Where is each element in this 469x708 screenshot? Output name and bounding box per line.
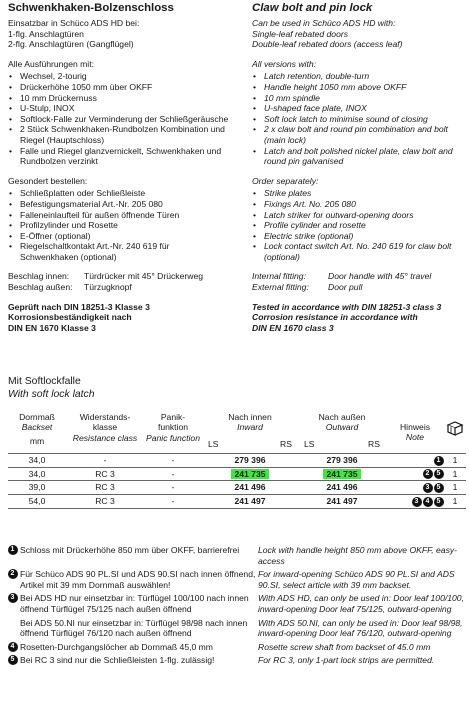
inward-article-number: 241 497 xyxy=(234,496,266,506)
panic-function-cell: - xyxy=(171,468,175,479)
note-marker: 2 xyxy=(423,469,433,479)
note-marker: 3 xyxy=(412,497,422,507)
inward-ls: LS xyxy=(208,438,219,449)
footnote-english: For RC 3, only 1-part lock strips are permitted. xyxy=(258,655,435,666)
german-column xyxy=(8,0,230,333)
footnote-english: For inward-opening Schüco ADS 90 PL.SI and ADS 90.SI, select article with 39 mm backset. xyxy=(258,569,455,590)
backset-cell: 34,0 xyxy=(28,468,46,479)
backset-cell: 54,0 xyxy=(28,496,46,506)
english-fitting-inner: Internal fitting: Door handle with 45° travel xyxy=(252,271,432,282)
table-row xyxy=(8,467,466,481)
german-fitting-inner: Beschlag innen: Türdrücker mit 45° Drückerweg xyxy=(8,271,204,282)
footnote-english: Rosette screw shaft from backset of 45.0 mm xyxy=(258,641,431,652)
inward-article-number: 241 496 xyxy=(234,482,266,493)
resistance-class-cell: RC 3 xyxy=(95,496,115,506)
inward-article-number: 241 735 xyxy=(231,469,268,479)
german-tested: Geprüft nach DIN 18251-3 Klasse 3 Korrosionsbeständigkeit nach DIN EN 1670 Klasse 3 xyxy=(8,301,150,333)
english-order-label: Order separately: xyxy=(252,175,319,186)
footnote-number: 1 xyxy=(8,545,18,555)
panic-function-cell: - xyxy=(171,496,175,506)
footnote xyxy=(8,655,468,666)
german-fitting-outer: Beschlag außen: Türzugknopf xyxy=(8,282,132,293)
footnote-english: With ADS HD, can only be used in: Door leaf 100/100, inward-opening Door leaf 75/125, outward-opening xyxy=(258,593,464,614)
outward-article-number: 241 735 xyxy=(323,469,360,479)
note-marker: 3 xyxy=(423,483,433,493)
col-inward: Nach innen Inward LS RS xyxy=(208,412,292,449)
english-features-list: • Latch retention, double-turn • Handle height 1050 mm above OKFF • 10 mm spindle • U-shaped face plate, INOX • Soft lock latch to minimise sound of closing • 2 x claw bolt and round pin combination and bolt (main lock) • Latch and bolt polished nickel plate, claw bolt and round pin galvanised xyxy=(252,71,466,166)
english-column xyxy=(252,0,466,333)
quantity-cell: 1 xyxy=(452,455,458,466)
backset-cell: 34,0 xyxy=(28,455,46,466)
note-marker: 4 xyxy=(423,497,433,507)
outward-rs: RS xyxy=(368,438,380,449)
quantity-cell: 1 xyxy=(452,468,458,479)
col-backset: Dornmaß Backset mm xyxy=(19,412,55,446)
section-heading xyxy=(8,375,468,401)
table-row xyxy=(8,454,466,468)
outward-ls: LS xyxy=(304,438,315,449)
inward-rs: RS xyxy=(280,438,292,449)
table-body xyxy=(8,454,466,508)
english-order-list: • Strike plates • Fixings Art. No. 205 080 • Latch striker for outward-opening doors • Profile cylinder and rosette • Electric strike (optional) • Lock contact switch Art. No. 240 619 for claw bolt (optional) xyxy=(252,188,466,262)
table-row xyxy=(8,481,466,495)
resistance-class-cell: RC 3 xyxy=(95,468,115,479)
footnotes xyxy=(8,545,468,669)
outward-article-number: 279 396 xyxy=(326,455,358,466)
footnote xyxy=(8,593,468,614)
note-marker: 1 xyxy=(434,456,444,466)
inward-article-number: 279 396 xyxy=(234,455,266,466)
english-title: Claw bolt and pin lock xyxy=(252,2,373,14)
footnote-english: With ADS 50.NI, can only be used in: Door leaf 98/98, inward-opening Door leaf 76/120, outward-opening xyxy=(258,617,463,639)
footnote-number: 2 xyxy=(8,569,18,579)
german-order-label: Gesondert bestellen: xyxy=(8,175,88,186)
panic-function-cell: - xyxy=(171,455,175,466)
english-intro: Can be used in Schüco ADS HD with: Single-leaf rebated doors Double-leaf rebated doors (access leaf) xyxy=(252,18,403,50)
col-outward: Nach außen Outward LS RS xyxy=(304,412,380,449)
col-panic-function: Panik-funktion Panic function xyxy=(146,412,200,443)
resistance-class-cell: - xyxy=(103,455,107,466)
german-intro: Einsatzbar in Schüco ADS HD bei: 1-flg. Anschlagtüren 2-flg. Anschlagtüren (Gangflügel) xyxy=(8,18,140,50)
german-title: Schwenkhaken-Bolzenschloss xyxy=(8,2,174,14)
footnote-german: Für Schüco ADS 90 PL.SI und ADS 90.SI nach innen öffnend, Artikel mit 39 mm Dornmaß auswählen! xyxy=(20,569,256,590)
section-title: Mit Softlockfalle xyxy=(8,376,81,387)
footnote-german: Schloss mit Drückerhöhe 850 mm über OKFF, barrierefrei xyxy=(20,545,240,555)
article-table xyxy=(8,412,466,509)
note-marker: 5 xyxy=(434,483,444,493)
col-resistance-class: Widerstands-klasse Resistance class xyxy=(72,412,138,443)
footnote xyxy=(8,642,468,653)
resistance-class-cell: RC 3 xyxy=(95,482,115,493)
german-order-list: • Schließplatten oder Schließleiste • Befestigungsmaterial Art.-Nr. 205 080 • Falleneinlaufteil für außen öffnende Türen • Profilzylinder und Rosette • E-Öffner (optional) • Riegelschaltkontakt Art.-Nr. 240 619 für Schwenkhaken (optional) xyxy=(8,188,230,262)
panic-function-cell: - xyxy=(171,482,175,493)
quantity-cell: 1 xyxy=(452,482,458,493)
footnote-number: 3 xyxy=(8,593,18,603)
quantity-cell: 1 xyxy=(452,496,458,506)
table-row xyxy=(8,495,466,509)
col-pack-icon xyxy=(444,412,466,449)
section-subtitle: With soft lock latch xyxy=(8,389,95,400)
german-versions-label: Alle Ausführungen mit: xyxy=(8,58,94,69)
footnote-german: Bei ADS HD nur einsetzbar in: Türflügel 100/100 nach innen öffnend Türflügel 75/125 nach außen öffnend xyxy=(20,593,249,614)
footnote xyxy=(8,569,468,590)
package-icon xyxy=(446,420,464,436)
footnote xyxy=(8,545,468,566)
backset-cell: 39,0 xyxy=(28,482,46,493)
note-marker: 5 xyxy=(434,497,444,507)
german-features-list: • Wechsel, 2-tourig • Drückerhöhe 1050 mm über OKFF • 10 mm Drückernuss • U-Stulp, INOX • Softlock-Falle zur Verminderung der Schließgeräusche • 2 Stück Schwenkhaken-Rundbolzen Kombination und Riegel (Hauptschloss) • Falle und Riegel glanzvernickelt, Schwenkhaken und Rundbolzen verzinkt xyxy=(8,71,230,166)
col-note: Hinweis Note xyxy=(399,422,431,443)
footnote-german: Rosetten-Durchgangslöcher ab Dornmaß 45,0 mm xyxy=(20,641,213,652)
english-fitting-outer: External fitting: Door pull xyxy=(252,282,363,293)
footnote-english: Lock with handle height 850 mm above OKFF, easy-access xyxy=(258,545,458,566)
footnote-number: 5 xyxy=(8,655,18,665)
footnote-number: 4 xyxy=(8,642,18,652)
english-tested: Tested in accordance with DIN 18251-3 class 3 Corrosion resistance in accordance with DIN EN 1670 class 3 xyxy=(252,301,442,333)
outward-article-number: 241 497 xyxy=(326,496,358,506)
footnote-german: Bei ADS 50.NI nur einsetzbar in: Türflügel 98/98 nach innen öffnend Türflügel 76/120 nach außen öffnend xyxy=(20,617,248,639)
footnote xyxy=(8,618,468,639)
footnote-german: Bei RC 3 sind nur die Schließleisten 1-flg. zulässig! xyxy=(20,655,215,666)
table-header-row xyxy=(8,412,466,449)
english-versions-label: All versions with: xyxy=(252,58,316,69)
note-marker: 5 xyxy=(434,469,444,479)
outward-article-number: 241 496 xyxy=(326,482,358,493)
